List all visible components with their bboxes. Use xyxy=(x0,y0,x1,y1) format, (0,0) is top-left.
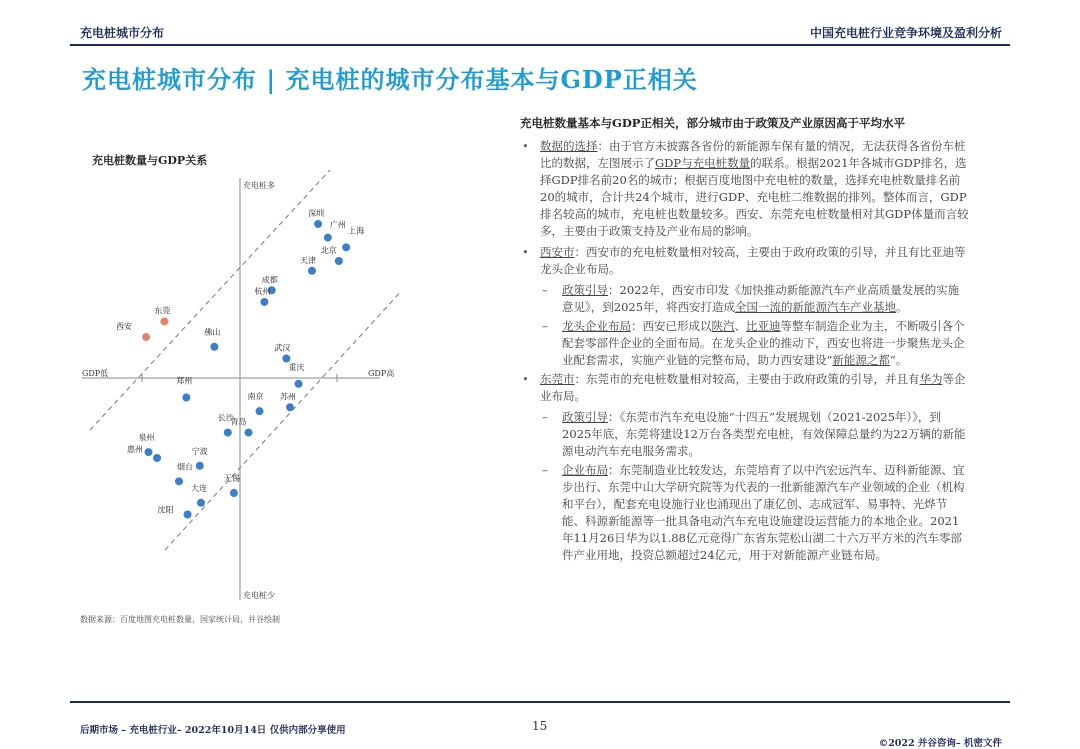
sub-underline: 比亚迪 xyxy=(746,319,781,333)
sub-xian-policy xyxy=(520,282,970,316)
dash-icon: – xyxy=(542,410,548,424)
point-西安 xyxy=(142,333,150,341)
axis-labels xyxy=(82,180,394,600)
sub-title: 企业布局 xyxy=(562,463,608,477)
point-label-西安: 西安 xyxy=(116,322,133,332)
point-杭州 xyxy=(260,298,268,306)
point-label-苏州: 苏州 xyxy=(280,392,297,402)
chart-title: 充电桩数量与GDP关系 xyxy=(92,154,208,167)
point-label-佛山: 佛山 xyxy=(204,327,221,337)
point-label-重庆: 重庆 xyxy=(288,362,305,372)
bullet-title: 东莞市 xyxy=(540,372,575,386)
bullet-xian xyxy=(520,244,970,278)
sub-text: ”。 xyxy=(889,353,908,367)
point-label-北京: 北京 xyxy=(320,246,337,255)
sub-underline: 新能源之都 xyxy=(832,353,890,367)
diagonal-guide-lower xyxy=(165,265,400,550)
point-青岛 xyxy=(245,429,253,437)
axes xyxy=(82,178,380,600)
point-label-武汉: 武汉 xyxy=(274,343,291,353)
page-title: 充电桩城市分布 | 充电桩的城市分布基本与GDP正相关 xyxy=(82,65,698,94)
point-深圳 xyxy=(314,220,322,228)
sub-title: 政策引导 xyxy=(562,410,608,424)
point-北京 xyxy=(335,257,343,265)
axis-label-right: GDP高 xyxy=(368,369,395,378)
point-郑州 xyxy=(182,394,190,402)
sub-underline: 全国一流的新能源汽车产业基地 xyxy=(735,300,897,314)
point-烟台 xyxy=(175,477,183,485)
sub-dongguan-enterprise xyxy=(520,462,970,564)
sub-dongguan-policy xyxy=(520,409,970,460)
footer-copyright: ©2022 并谷咨询– 机密文件 xyxy=(878,738,1002,749)
point-佛山 xyxy=(210,343,218,351)
bullet-text: ：东莞市的充电桩数量相对较高，主要由于政府政策的引导，并且有 xyxy=(574,372,920,386)
point-沈阳 xyxy=(184,511,192,519)
header-divider xyxy=(70,44,1010,46)
point-大连 xyxy=(197,499,205,507)
point-label-沈阳: 沈阳 xyxy=(157,505,174,515)
header-report-title: 中国充电桩行业竞争环境及盈利分析 xyxy=(809,26,1002,40)
bullet-title: 数据的选择 xyxy=(540,139,598,153)
bullet-title: 西安市 xyxy=(540,245,575,259)
sub-xian-enterprise xyxy=(520,318,970,369)
scatter-chart xyxy=(80,170,400,610)
dash-icon: – xyxy=(542,463,548,477)
sub-text: 等整车制造企业为主，不断吸引各个配套零部件企业的全面布局。在龙头企业的推动下，西安也将进一步聚焦龙头企业配套需求，实施产业链的完整布局，助力西安建设“ xyxy=(562,319,965,367)
point-泉州 xyxy=(145,448,153,456)
diagonal-guide-upper xyxy=(90,170,330,430)
point-label-深圳: 深圳 xyxy=(308,208,325,218)
point-广州 xyxy=(324,234,332,242)
sub-text: ：西安已形成以 xyxy=(631,319,712,333)
bullet-data-selection xyxy=(520,138,970,240)
point-label-南京: 南京 xyxy=(247,392,264,402)
point-宁波 xyxy=(196,462,204,470)
dash-icon: – xyxy=(542,283,548,297)
bullet-text: 等企业布局。 xyxy=(540,372,966,403)
point-label-广州: 广州 xyxy=(329,220,346,230)
sub-text: 。 xyxy=(896,300,908,314)
sub-title: 政策引导 xyxy=(562,283,608,297)
sub-text: ：东莞制造业比较发达，东莞培育了以中汽宏远汽车、迈科新能源、宜步出行、东莞中山大学研究院等为代表的一批新能源汽车产业领域的企业（机构和平台），配套充电设施行业也涌现出了康亿创、志成冠军、易事特、光烨节能、科源新能源等一批具备电动汽车充电设施建设运营能力的本地企业。2021年11月26日华为以1.88亿元竞得广东省东莞松山湖二十六万平方米的汽车零部件产业用地，投资总额超过24亿元，用于对新能源产业链布局。 xyxy=(562,463,965,562)
chart-source: 数据来源：百度地图充电桩数量，国家统计局，并谷绘制 xyxy=(80,615,280,624)
axis-label-top: 充电桩多 xyxy=(243,181,275,190)
point-上海 xyxy=(342,243,350,251)
point-苏州 xyxy=(286,403,294,411)
point-label-天津: 天津 xyxy=(299,255,316,265)
axis-label-left: GDP低 xyxy=(82,369,109,378)
point-label-成都: 成都 xyxy=(261,275,278,285)
bullet-underline: GDP与充电桩数量 xyxy=(655,156,751,170)
analysis-lead: 充电桩数量基本与GDP正相关，部分城市由于政策及产业原因高于平均水平 xyxy=(520,116,905,130)
point-label-大连: 大连 xyxy=(190,483,207,493)
point-label-无锡: 无锡 xyxy=(223,474,240,484)
dash-icon: – xyxy=(542,319,548,333)
sub-underline: 陕汽 xyxy=(711,319,735,333)
sub-text: ：2022年，西安市印发《加快推动新能源汽车产业高质量发展的实施意见》，到2025年，将西安打造成 xyxy=(562,283,960,314)
bullet-dot-icon: • xyxy=(522,139,529,153)
point-label-泉州: 泉州 xyxy=(138,433,155,443)
point-label-烟台: 烟台 xyxy=(177,462,193,472)
bullet-text: 的联系。根据2021年各城市GDP排名，选择GDP排名前20名的城市；根据百度地图中充电桩的数量，选择充电桩数量排名前20的城市，合计共24个城市，进行GDP、充电桩二维数据的排列。整体而言，GDP排名较高的城市，充电桩也数量较多。西安、东莞充电桩数量相对其GDP体量而言较多，主要由于政策支持及产业布局的影响。 xyxy=(540,156,969,238)
point-label-惠州: 惠州 xyxy=(127,444,144,454)
sub-text: ：《东莞市汽车充电设施“十四五”发展规划（2021-2025年）》，到2025年底，东莞将建设12万台各类型充电桩，有效保障总量约为22万辆的新能源电动汽车充电服务需求。 xyxy=(562,410,966,458)
point-label-宁波: 宁波 xyxy=(191,446,208,456)
point-无锡 xyxy=(230,489,238,497)
bullet-dot-icon: • xyxy=(522,245,529,259)
point-南京 xyxy=(256,407,264,415)
point-label-上海: 上海 xyxy=(348,226,365,236)
footer-divider xyxy=(70,701,1010,703)
header-section-label: 充电桩城市分布 xyxy=(80,26,165,40)
point-东莞 xyxy=(160,317,168,325)
point-label-杭州: 杭州 xyxy=(254,286,271,296)
sub-title: 龙头企业布局 xyxy=(562,319,631,333)
point-重庆 xyxy=(295,380,303,388)
bullet-dot-icon: • xyxy=(522,372,529,386)
point-label-东莞: 东莞 xyxy=(154,306,171,316)
page-number: 15 xyxy=(532,719,548,733)
bullet-dongguan xyxy=(520,371,970,405)
footer-left: 后期市场 – 充电桩行业– 2022年10月14日 仅供内部分享使用 xyxy=(80,725,346,736)
point-label-郑州: 郑州 xyxy=(176,376,193,386)
bullet-text: ：由于官方未披露各省份的新能源车保有量的情况，无法获得各省份车桩比的数据，左图展示了 xyxy=(540,139,966,170)
point-label-青岛: 青岛 xyxy=(230,417,247,427)
point-天津 xyxy=(308,267,316,275)
analysis-panel xyxy=(520,115,970,566)
point-武汉 xyxy=(282,355,290,363)
point-惠州 xyxy=(153,454,161,462)
bullet-underline: 华为 xyxy=(919,372,943,386)
sub-text: 、 xyxy=(734,319,746,333)
bullet-text: ：西安市的充电桩数量相对较高，主要由于政府政策的引导，并且有比亚迪等龙头企业布局。 xyxy=(540,245,966,276)
point-label-长沙: 长沙 xyxy=(217,413,234,423)
axis-label-bottom: 充电桩少 xyxy=(243,591,275,600)
point-长沙 xyxy=(224,429,232,437)
